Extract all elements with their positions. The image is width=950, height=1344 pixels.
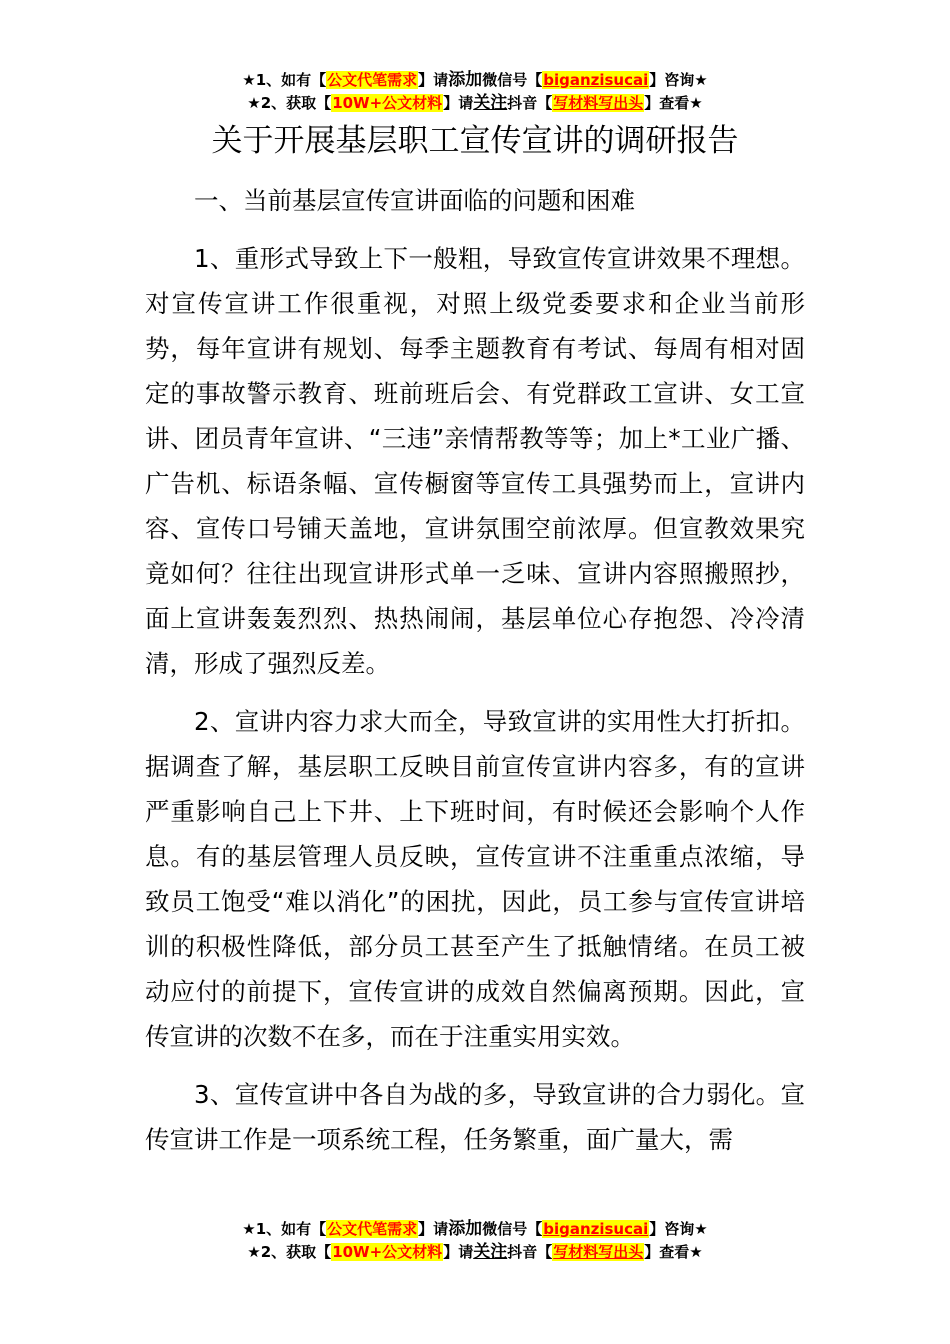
promo-banner-bottom [0, 1218, 950, 1264]
highlight-materials: 10W+公文材料 [332, 94, 443, 112]
section-heading: 一、当前基层宣传宣讲面临的问题和困难 [194, 186, 635, 215]
highlight-materials: 10W+公文材料 [332, 1243, 443, 1261]
paragraph-2: 2、宣讲内容力求大而全，导致宣讲的实用性大打折扣。据调查了解，基层职工反映目前宣传宣讲内容多，有的宣讲严重影响自己上下井、上下班时间，有时候还会影响个人作息。有的基层管理人员反映，宣传宣讲不注重重点浓缩，导致员工饱受“难以消化”的困扰，因此，员工参与宣传宣讲培训的积极性降低，部分员工甚至产生了抵触情绪。在员工被动应付的前提下，宣传宣讲的成效自然偏离预期。因此，宣传宣讲的次数不在多，而在于注重实用实效。 [145, 707, 805, 1051]
promo-line-2: ★2、获取【10W+公文材料】请关注抖音【写材料写出头】查看★ [247, 1242, 703, 1262]
highlight-service: 公文代笔需求 [327, 1220, 418, 1238]
wechat-id: biganzisucai [543, 71, 649, 89]
douyin-account: 写材料写出头 [553, 94, 644, 112]
douyin-account: 写材料写出头 [553, 1243, 644, 1261]
promo-line-1: ★1、如有【公文代笔需求】请添加微信号【biganzisucai】咨询★ [242, 1219, 708, 1239]
document-title: 关于开展基层职工宣传宣讲的调研报告 [211, 123, 739, 159]
wechat-id: biganzisucai [543, 1220, 649, 1238]
promo-line-2: ★2、获取【10W+公文材料】请关注抖音【写材料写出头】查看★ [247, 93, 703, 113]
paragraph-3: 3、宣传宣讲中各自为战的多，导致宣讲的合力弱化。宣传宣讲工作是一项系统工程，任务繁重，面广量大，需 [145, 1080, 805, 1154]
promo-banner-top [0, 69, 950, 115]
paragraph-1: 1、重形式导致上下一般粗，导致宣传宣讲效果不理想。对宣传宣讲工作很重视，对照上级党委要求和企业当前形势，每年宣讲有规划、每季主题教育有考试、每周有相对固定的事故警示教育、班前班后会、有党群政工宣讲、女工宣讲、团员青年宣讲、“三违”亲情帮教等等；加上*工业广播、广告机、标语条幅、宣传橱窗等宣传工具强势而上，宣讲内容、宣传口号铺天盖地，宣讲氛围空前浓厚。但宣教效果究竟如何？往往出现宣讲形式单一乏味、宣讲内容照搬照抄，面上宣讲轰轰烈烈、热热闹闹，基层单位心存抱怨、冷冷清清，形成了强烈反差。 [145, 244, 805, 678]
promo-line-1: ★1、如有【公文代笔需求】请添加微信号【biganzisucai】咨询★ [242, 70, 708, 90]
highlight-service: 公文代笔需求 [327, 71, 418, 89]
document-body [145, 178, 805, 1162]
